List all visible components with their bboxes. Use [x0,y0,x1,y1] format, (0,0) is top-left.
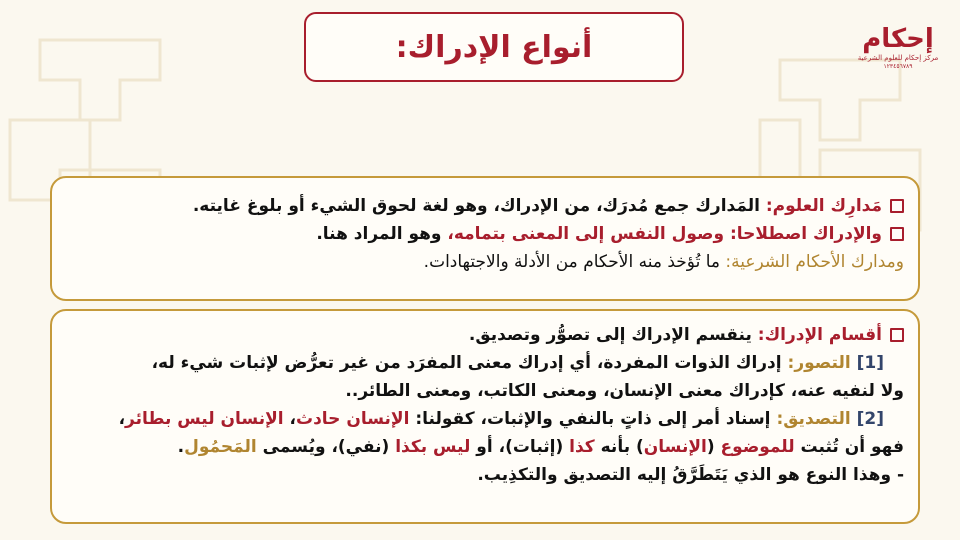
item-number: [1] [856,353,884,373]
text-part: (نفي)، ويُسمى [256,437,396,457]
definition-line-3 [70,248,904,276]
page-title: أنواع الإدراك: [395,29,593,65]
text-part: ( [706,437,721,457]
definition-line-1 [70,192,904,220]
text-part: ) بأنه [594,437,644,457]
term-label: والإدراك اصطلاحا: [729,224,882,244]
definitions-box [50,176,920,301]
term-text: وهو المراد هنا. [316,224,448,244]
division-line-3 [70,377,904,405]
term-label: مَدارِك العلوم: [765,196,882,216]
item-number: [2] [856,409,884,429]
divisions-box [50,309,920,524]
checkbox-bullet-icon [890,199,904,213]
text-part: . [177,437,185,457]
keyword-not-such: ليس بكذا [395,437,471,457]
division-line-2 [70,349,904,377]
division-line-1 [70,321,904,349]
term-text: - وهذا النوع هو الذي يَتَطَرَّقُ إليه التصديق والتكذِيب. [477,465,904,485]
term-text: ولا لنفيه عنه، كإدراك معنى الإنسان، ومعنى الكاتب، ومعنى الطائر.. [345,381,904,401]
term-label: ومدارك الأحكام الشرعية: [725,252,904,272]
title-box [304,12,684,82]
keyword-predicate: المَحمُول [184,437,257,457]
keyword-such: كذا [569,437,595,457]
line-end: ، [118,409,126,429]
separator: ، [283,409,296,429]
checkbox-bullet-icon [890,328,904,342]
logo-wordmark: إحكام [862,24,934,54]
term-text: المَدارك جمع مُدرَك، من الإدراك، وهو لغة لحوق الشيء أو بلوغ غايته. [192,196,766,216]
term-text: ينقسم الإدراك إلى تصوُّر وتصديق. [468,325,758,345]
division-line-5 [70,433,904,461]
text-part: فهو أن تُثبت [794,437,904,457]
term-label: أقسام الإدراك: [757,325,882,345]
text-part: (إثبات)، أو [470,437,570,457]
logo-number: ١٢٣٤٥٦٧٨٩ [883,63,913,70]
term-highlight: وصول النفس إلى المعنى بتمامه، [447,224,730,244]
term-label: التصور: [787,353,857,373]
division-line-6 [70,461,904,489]
keyword-subject: للموضوع [720,437,795,457]
logo-subtitle: مركز إحكام للعلوم الشرعية [857,54,939,62]
keyword-human: الإنسان [643,437,707,457]
example-2: الإنسان ليس بطائر [125,409,284,429]
term-text: إدراك الذوات المفردة، أي إدراك معنى المفرَد من غير تعرُّض لإثبات شيء له، [151,353,788,373]
term-text: إسناد أمر إلى ذاتٍ بالنفي والإثبات، كقولنا: [409,409,777,429]
logo [857,24,939,96]
checkbox-bullet-icon [890,227,904,241]
example-1: الإنسان حادث [295,409,410,429]
division-line-4 [70,405,904,433]
term-text: ما تُؤخذ منه الأحكام من الأدلة والاجتهادات. [423,252,726,272]
definition-line-2 [70,220,904,248]
term-label: التصديق: [776,409,857,429]
